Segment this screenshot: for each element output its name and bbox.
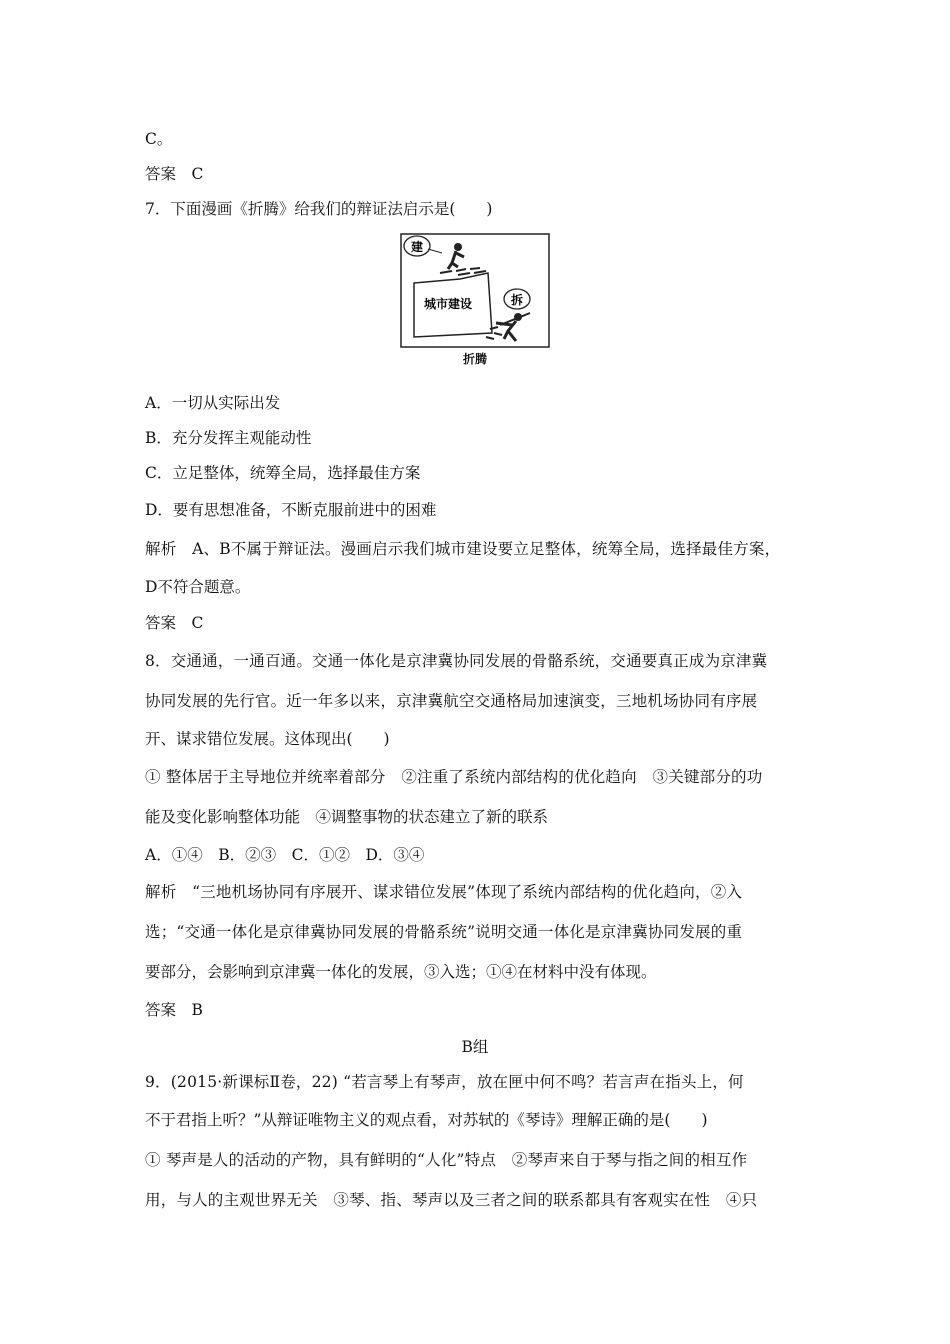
statement-line: 能及变化影响整体功能 ④调整事物的状态建立了新的联系 — [145, 808, 549, 826]
answer-line: 答案 C — [145, 165, 204, 183]
cartoon-illustration — [400, 233, 550, 348]
option-b: B．充分发挥主观能动性 — [145, 429, 312, 447]
cartoon-figure — [400, 233, 550, 348]
text-line: C。 — [145, 130, 173, 148]
analysis-line: 选；“交通一体化是京律冀协同发展的骨骼系统”说明交通一体化是京津冀协同发展的重 — [145, 923, 743, 941]
wall-label: 城市建设 — [423, 297, 473, 311]
answer-line: 答案 B — [145, 1001, 203, 1019]
figure-caption: 折腾 — [462, 352, 487, 366]
analysis-line: 要部分，会影响到京津冀一体化的发展，③入选；①④在材料中没有体现。 — [145, 963, 657, 981]
question-7-stem: 7．下面漫画《折腾》给我们的辩证法启示是( ) — [145, 200, 493, 218]
analysis-line: 解析 A、B不属于辩证法。漫画启示我们城市建设要立足整体，统筹全局，选择最佳方案， — [145, 540, 781, 558]
answer-line: 答案 C — [145, 614, 204, 632]
options-line: A．①④ B．②③ C．①② D．③④ — [145, 846, 425, 864]
analysis-line: 解析 “三地机场协同有序展开、谋求错位发展”体现了系统内部结构的优化趋向，②入 — [145, 883, 743, 901]
question-8-stem: 开、谋求错位发展。这体现出( ) — [145, 730, 390, 748]
statement-line: ① 琴声是人的活动的产物，具有鲜明的“人化”特点 ②琴声来自于琴与指之间的相互作 — [145, 1151, 748, 1169]
statement-line: ① 整体居于主导地位并统率着部分 ②注重了系统内部结构的优化趋向 ③关键部分的功 — [145, 768, 763, 786]
question-9-stem: 不于君指上听？”从辩证唯物主义的观点看，对苏轼的《琴诗》理解正确的是( ) — [145, 1111, 708, 1129]
statement-line: 用，与人的主观世界无关 ③琴、指、琴声以及三者之间的联系都具有客观实在性 ④只 — [145, 1191, 758, 1209]
option-a: A．一切从实际出发 — [145, 394, 281, 412]
demolish-label: 拆 — [510, 293, 524, 307]
analysis-line: D不符合题意。 — [145, 578, 251, 596]
question-9-stem: 9．(2015·新课标Ⅱ卷，22) “若言琴上有琴声，放在匣中何不鸣？若言声在指头上，何 — [145, 1073, 744, 1091]
question-8-stem: 协同发展的先行官。近一年多以来，京津冀航空交通格局加速演变，三地机场协同有序展 — [145, 692, 758, 710]
option-d: D．要有思想准备，不断克服前进中的困难 — [145, 501, 437, 519]
option-c: C．立足整体，统筹全局，选择最佳方案 — [145, 464, 421, 482]
build-label: 建 — [410, 240, 424, 254]
question-8-stem: 8．交通通，一通百通。交通一体化是京津冀协同发展的骨骼系统，交通要真正成为京津冀 — [145, 652, 768, 670]
section-heading: B组 — [461, 1038, 489, 1056]
